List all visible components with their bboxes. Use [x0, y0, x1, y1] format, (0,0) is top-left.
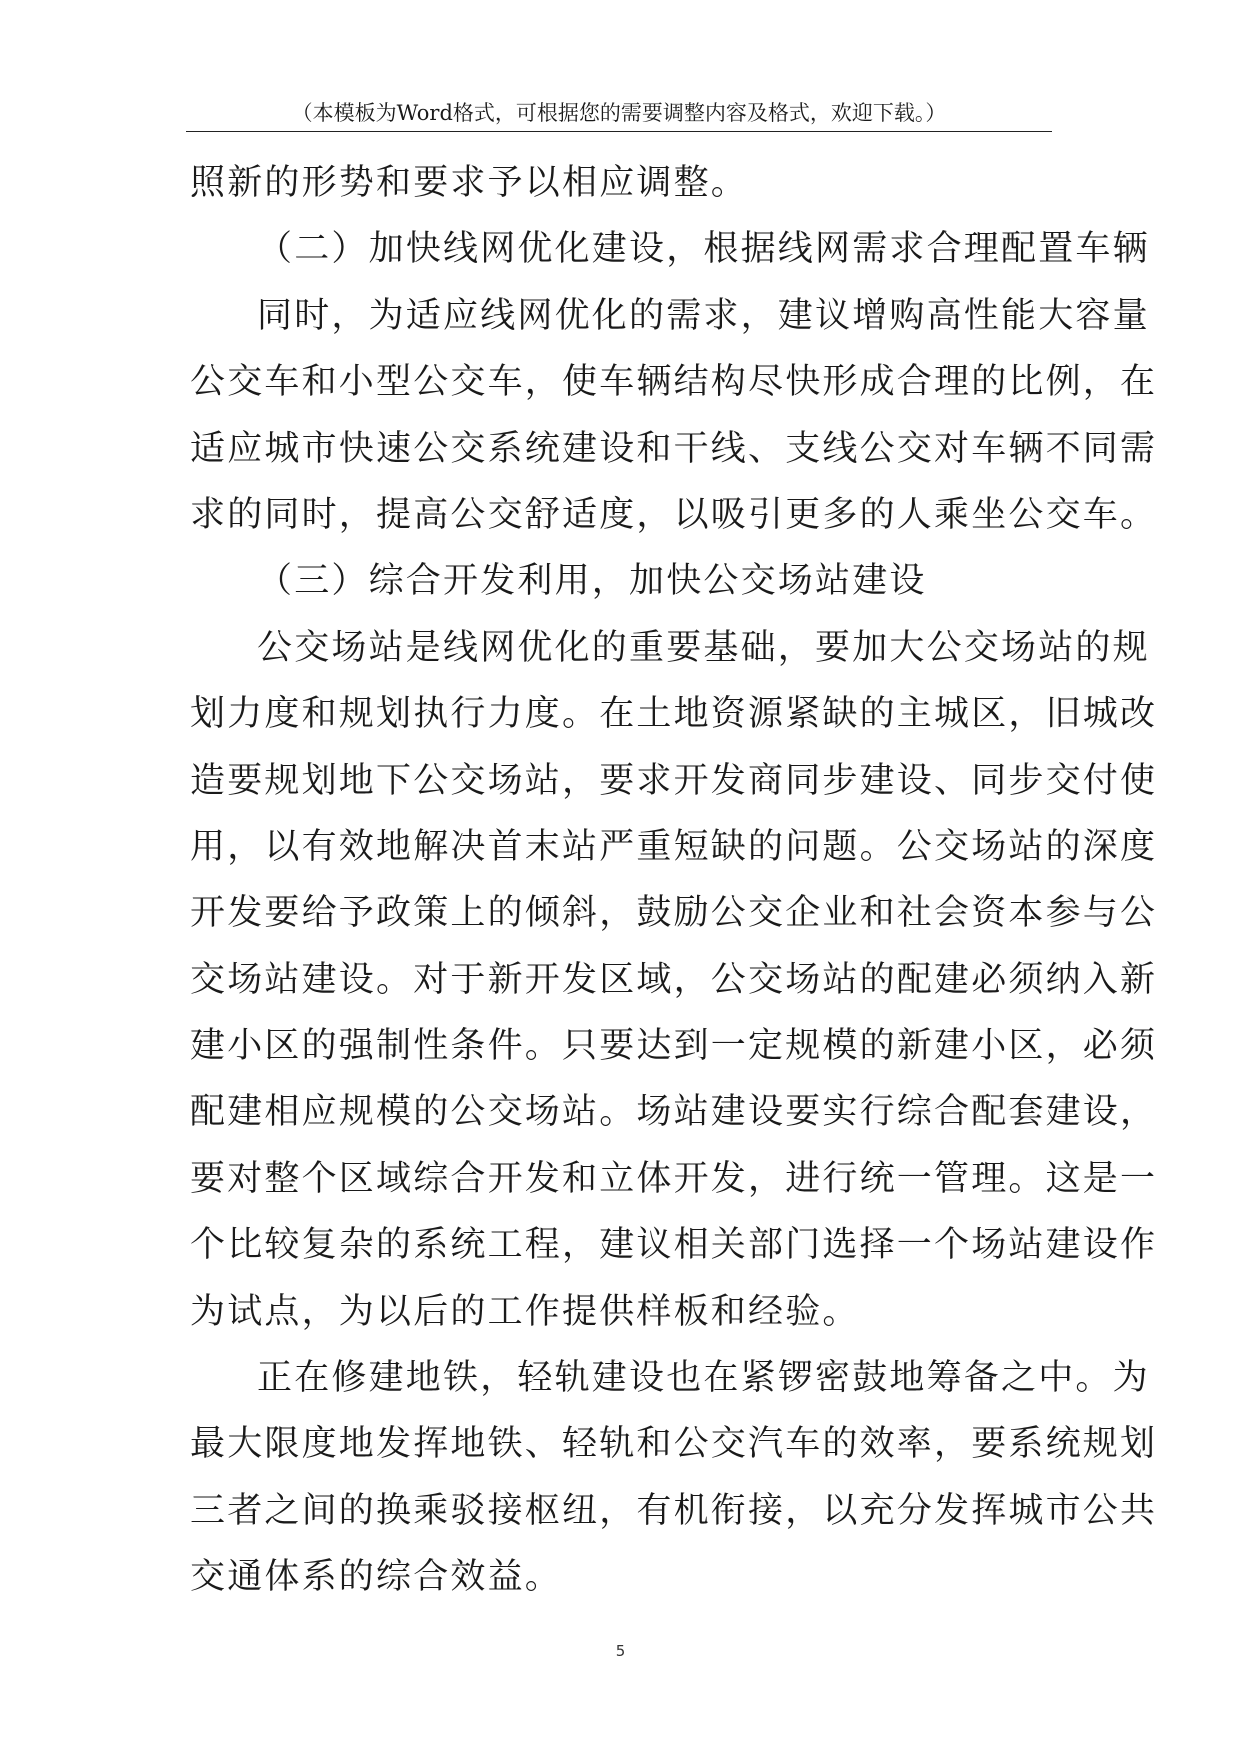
paragraph-line: 造要规划地下公交场站，要求开发商同步建设、同步交付使: [190, 760, 1158, 801]
paragraph-line: 求的同时，提高公交舒适度，以吸引更多的人乘坐公交车。: [190, 494, 1158, 535]
paragraph-line: 正在修建地铁，轻轨建设也在紧锣密鼓地筹备之中。为: [257, 1358, 1150, 1399]
paragraph-line: 开发要给予政策上的倾斜，鼓励公交企业和社会资本参与公: [190, 893, 1158, 934]
paragraph-line: 配建相应规模的公交场站。场站建设要实行综合配套建设，: [190, 1092, 1158, 1133]
paragraph-line: 交通体系的综合效益。: [190, 1557, 563, 1598]
page-number: 5: [615, 1642, 626, 1660]
paragraph-line: 最大限度地发挥地铁、轻轨和公交汽车的效率，要系统规划: [190, 1424, 1158, 1465]
header-rule: [186, 131, 1052, 132]
paragraph-line: 个比较复杂的系统工程，建议相关部门选择一个场站建设作: [190, 1225, 1158, 1266]
paragraph-line: 三者之间的换乘驳接枢纽，有机衔接，以充分发挥城市公共: [190, 1490, 1158, 1531]
paragraph-line: 公交场站是线网优化的重要基础，要加大公交场站的规: [257, 627, 1150, 668]
paragraph-line: 公交车和小型公交车，使车辆结构尽快形成合理的比例，在: [190, 362, 1158, 403]
page-header: （本模板为Word格式，可根据您的需要调整内容及格式，欢迎下载。）: [291, 101, 947, 125]
paragraph-line: 用，以有效地解决首末站严重短缺的问题。公交场站的深度: [190, 826, 1158, 867]
paragraph-line: 适应城市快速公交系统建设和干线、支线公交对车辆不同需: [190, 428, 1158, 469]
document-body: [190, 150, 1158, 1611]
paragraph-line: 为试点，为以后的工作提供样板和经验。: [190, 1291, 860, 1332]
section-heading: （三）综合开发利用，加快公交场站建设: [257, 561, 927, 602]
paragraph-line: 建小区的强制性条件。只要达到一定规模的新建小区，必须: [190, 1026, 1158, 1067]
paragraph-line: 要对整个区域综合开发和立体开发，进行统一管理。这是一: [190, 1158, 1158, 1199]
paragraph-line: 照新的形势和要求予以相应调整。: [190, 163, 749, 203]
paragraph-line: 交场站建设。对于新开发区域，公交场站的配建必须纳入新: [190, 959, 1158, 1000]
paragraph-line: 划力度和规划执行力度。在土地资源紧缺的主城区，旧城改: [190, 694, 1158, 735]
section-heading: （二）加快线网优化建设，根据线网需求合理配置车辆: [257, 229, 1150, 270]
paragraph-line: 同时，为适应线网优化的需求，建议增购高性能大容量: [257, 295, 1150, 336]
